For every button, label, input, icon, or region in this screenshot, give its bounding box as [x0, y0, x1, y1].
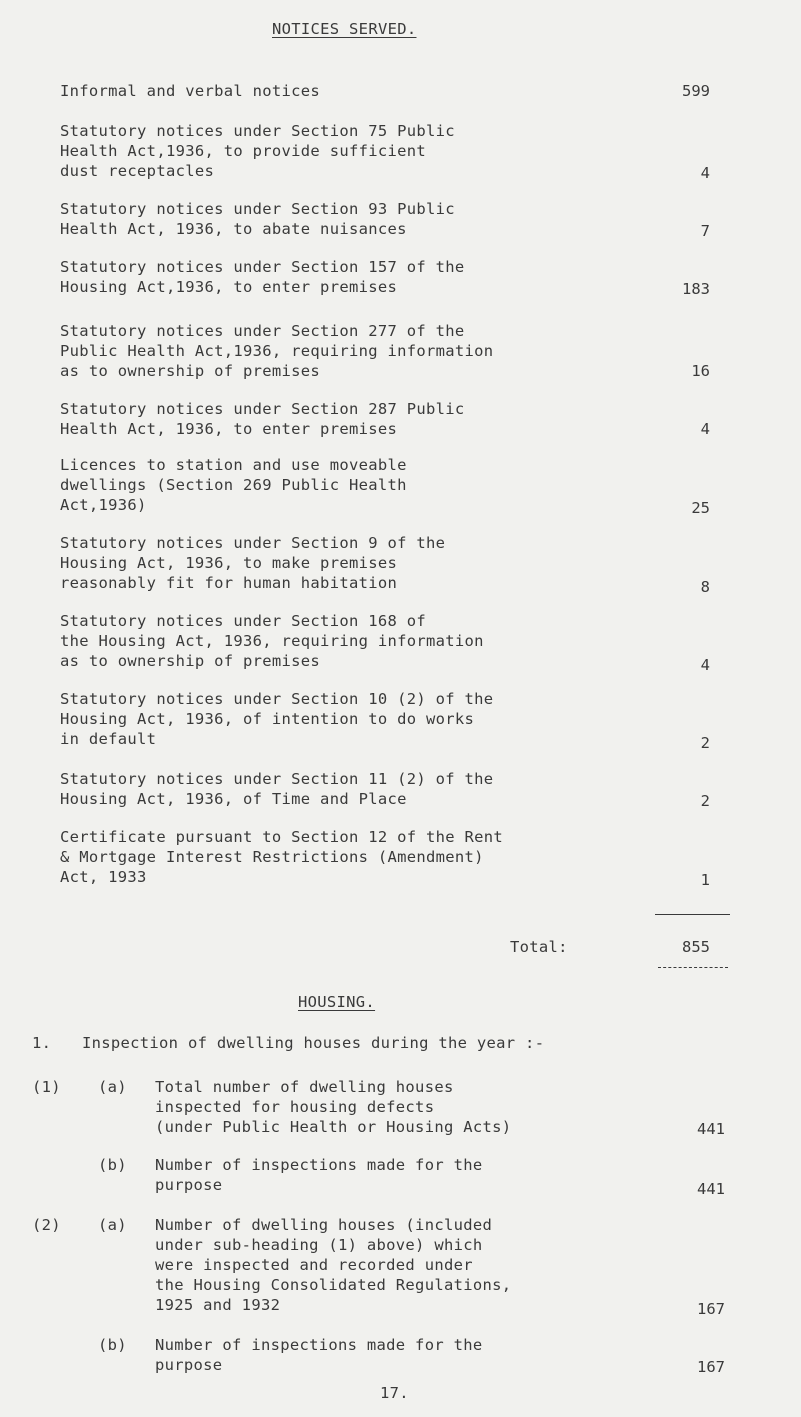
notice-text-line: Informal and verbal notices	[60, 82, 321, 100]
notice-text-line: Housing Act, 1936, of Time and Place	[60, 790, 407, 808]
total-label: Total:	[510, 938, 568, 956]
notice-text-line: Health Act, 1936, to enter premises	[60, 420, 398, 438]
housing-item-line: purpose	[155, 1356, 223, 1374]
notice-value: 599	[682, 82, 710, 100]
notice-text-line: dwellings (Section 269 Public Health	[60, 476, 407, 494]
notice-value: 2	[700, 792, 710, 810]
notice-value: 1	[700, 871, 710, 889]
notices-title: NOTICES SERVED.	[272, 20, 417, 38]
notice-text-line: Housing Act,1936, to enter premises	[60, 278, 398, 296]
notice-value: 25	[691, 499, 710, 517]
notice-text-line: in default	[60, 730, 157, 748]
notice-text-line: Act,1936)	[60, 496, 147, 514]
housing-item-number: (2)	[32, 1216, 61, 1234]
notice-text-line: & Mortgage Interest Restrictions (Amendment)	[60, 848, 484, 866]
notice-text-line: Statutory notices under Section 9 of the	[60, 534, 446, 552]
notice-text-line: Statutory notices under Section 75 Public	[60, 122, 455, 140]
notice-text-line: Health Act,1936, to provide sufficient	[60, 142, 427, 160]
notice-value: 7	[700, 222, 710, 240]
housing-item-line: Total number of dwelling houses	[155, 1078, 454, 1096]
housing-item-value: 441	[697, 1120, 725, 1138]
notice-text-line: as to ownership of premises	[60, 652, 321, 670]
notice-value: 2	[700, 734, 710, 752]
notice-text-line: Housing Act, 1936, of intention to do works	[60, 710, 475, 728]
notice-value: 8	[700, 578, 710, 596]
notice-text-line: dust receptacles	[60, 162, 215, 180]
total-rule	[655, 914, 730, 915]
housing-item-line: were inspected and recorded under	[155, 1256, 473, 1274]
notice-text-line: Housing Act, 1936, to make premises	[60, 554, 398, 572]
notice-text-line: Act, 1933	[60, 868, 147, 886]
housing-title: HOUSING.	[298, 993, 376, 1011]
notice-text-line: Statutory notices under Section 10 (2) of the	[60, 690, 494, 708]
housing-item-line: 1925 and 1932	[155, 1296, 281, 1314]
notice-text-line: reasonably fit for human habitation	[60, 574, 398, 592]
notice-text-line: Statutory notices under Section 11 (2) of the	[60, 770, 494, 788]
housing-item-sub: (b)	[98, 1336, 127, 1354]
notice-text-line: Statutory notices under Section 157 of the	[60, 258, 465, 276]
housing-item-line: purpose	[155, 1176, 223, 1194]
total-dash-rule	[658, 967, 728, 968]
housing-item-value: 441	[697, 1180, 725, 1198]
housing-item-sub: (a)	[98, 1078, 127, 1096]
housing-item-line: Number of inspections made for the	[155, 1336, 483, 1354]
notice-text-line: Health Act, 1936, to abate nuisances	[60, 220, 407, 238]
page-number: 17.	[380, 1384, 409, 1402]
housing-item-value: 167	[697, 1300, 725, 1318]
notice-text-line: Licences to station and use moveable	[60, 456, 407, 474]
notice-text-line: Statutory notices under Section 277 of the	[60, 322, 465, 340]
housing-item-sub: (a)	[98, 1216, 127, 1234]
housing-item-number: (1)	[32, 1078, 61, 1096]
notice-value: 4	[700, 164, 710, 182]
notice-value: 4	[700, 420, 710, 438]
notice-text-line: as to ownership of premises	[60, 362, 321, 380]
housing-intro-number: 1.	[32, 1034, 52, 1052]
housing-item-line: inspected for housing defects	[155, 1098, 435, 1116]
housing-item-line: the Housing Consolidated Regulations,	[155, 1276, 512, 1294]
notice-text-line: Public Health Act,1936, requiring information	[60, 342, 494, 360]
notice-text-line: Statutory notices under Section 168 of	[60, 612, 427, 630]
housing-item-line: Number of inspections made for the	[155, 1156, 483, 1174]
notice-value: 183	[682, 280, 710, 298]
housing-item-sub: (b)	[98, 1156, 127, 1174]
housing-item-line: under sub-heading (1) above) which	[155, 1236, 483, 1254]
notice-text-line: Statutory notices under Section 287 Public	[60, 400, 465, 418]
housing-intro-text: Inspection of dwelling houses during the year :-	[82, 1034, 545, 1052]
housing-item-line: (under Public Health or Housing Acts)	[155, 1118, 512, 1136]
notice-text-line: Certificate pursuant to Section 12 of the Rent	[60, 828, 504, 846]
notice-value: 16	[691, 362, 710, 380]
housing-item-value: 167	[697, 1358, 725, 1376]
housing-item-line: Number of dwelling houses (included	[155, 1216, 493, 1234]
notice-text-line: Statutory notices under Section 93 Public	[60, 200, 455, 218]
notice-value: 4	[700, 656, 710, 674]
total-value: 855	[682, 938, 710, 956]
notice-text-line: the Housing Act, 1936, requiring information	[60, 632, 484, 650]
